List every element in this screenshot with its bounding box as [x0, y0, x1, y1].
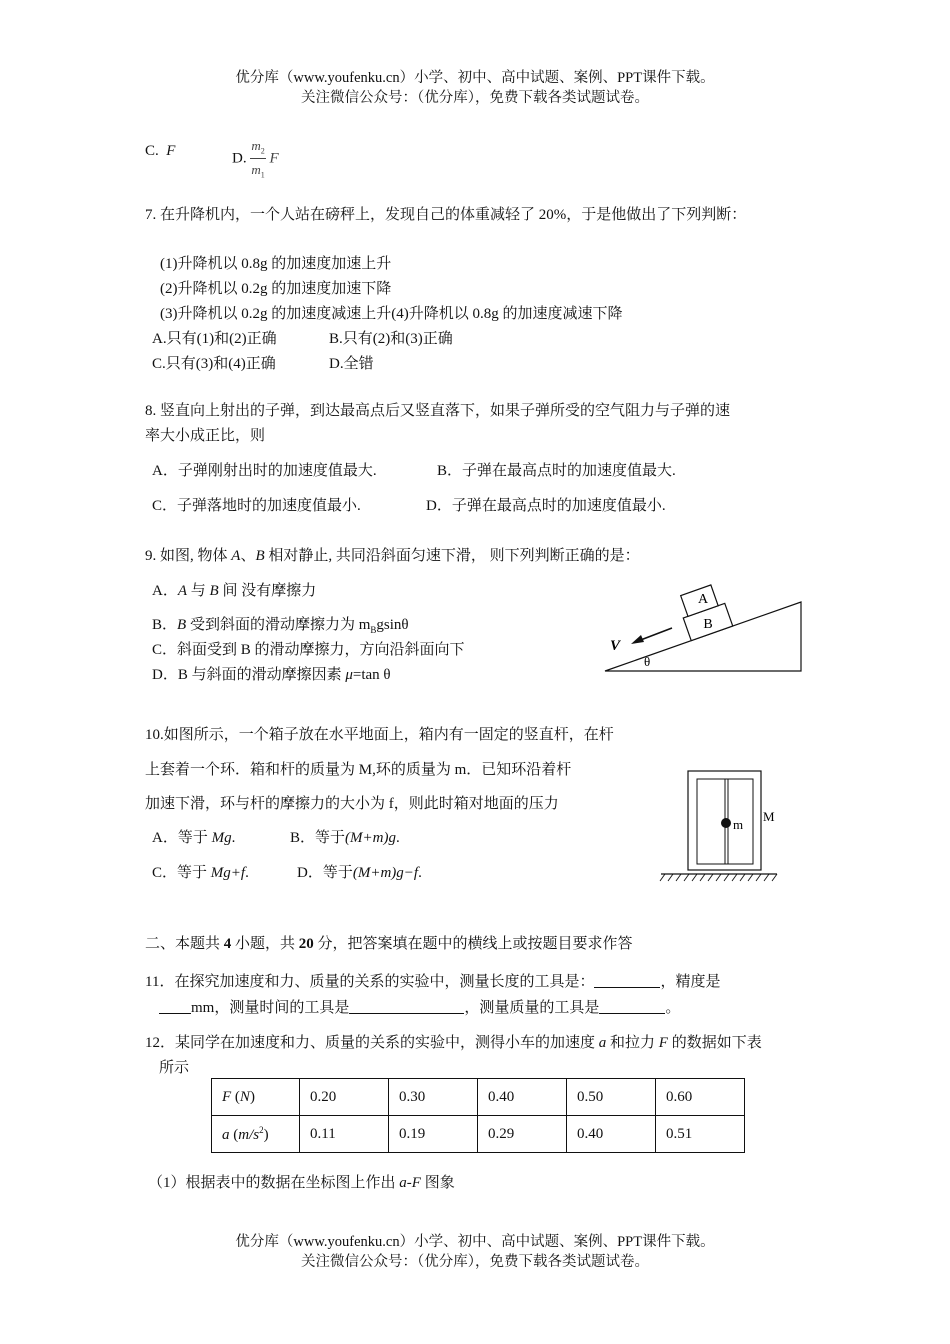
footer-line-1: 优分库（www.youfenku.cn）小学、初中、高中试题、案例、PPT课件下载。 [235, 1234, 715, 1250]
box-figure [655, 765, 785, 887]
ground-hatching [660, 874, 777, 881]
q12-stem-line-2: 所示 [159, 1060, 190, 1076]
q12-sub-question-1: （1）根据表中的数据在坐标图上作出 a-F 图象 [148, 1175, 455, 1191]
table-row-label-acceleration: a $(m/s^2)$ [212, 1116, 300, 1153]
block-b-label: B [703, 617, 713, 632]
q7-option-c: C.只有(3)和(4)正确 [152, 356, 276, 372]
q9-stem: 9. 如图, 物体 A、B 相对静止, 共同沿斜面匀速下滑， 则下列判断正确的是： [145, 548, 640, 564]
table-row-label-force: F (N) [212, 1079, 300, 1116]
q8-stem-line-2: 率大小成正比，则 [145, 428, 266, 444]
box-label: M [763, 809, 775, 824]
q9-option-b: B．B 受到斜面的滑动摩擦力为 $m_Bgsin\theta$ [152, 617, 409, 635]
q10-option-d: D．等于(M+m)g−f. [297, 865, 422, 881]
q6-fraction: $\frac{m_2}{m_1}$ [251, 138, 265, 180]
footer-line-2: 关注微信公众号：（优分库），免费下载各类试题试卷。 [301, 1254, 649, 1270]
q11-blank-length-tool[interactable] [594, 973, 660, 988]
incline-figure [600, 580, 810, 675]
q8-option-d: D．子弹在最高点时的加速度值最小. [426, 498, 666, 514]
table-cell: 0.11 [300, 1116, 389, 1153]
q12-data-table [211, 1078, 745, 1153]
table-cell: 0.60 [656, 1079, 745, 1116]
ring [721, 818, 731, 828]
table-cell: 0.51 [656, 1116, 745, 1153]
q7-option-d: D.全错 [329, 356, 374, 372]
header-line-2: 关注微信公众号：（优分库），免费下载各类试题试卷。 [301, 90, 649, 106]
velocity-arrowhead [631, 635, 644, 644]
q11-line-2: mm，测量时间的工具是 ，测量质量的工具是 。 [159, 996, 680, 1017]
q9-option-c: C．斜面受到 B 的滑动摩擦力，方向沿斜面向下 [152, 642, 465, 658]
block-a-label: A [697, 592, 709, 607]
table-cell: 0.19 [389, 1116, 478, 1153]
q11-blank-time-tool[interactable] [349, 999, 464, 1014]
q9-option-a: A．A 与 B 间 没有摩擦力 [152, 583, 317, 599]
table-row-force [212, 1079, 745, 1116]
q11-line-1: 11．在探究加速度和力、质量的关系的实验中，测量长度的工具是： ，精度是 [145, 974, 721, 990]
table-cell: 0.40 [478, 1079, 567, 1116]
q7-item-1: (1)升降机以 0.8g 的加速度加速上升 [160, 256, 392, 272]
ring-label: m [733, 817, 744, 832]
q10-stem-line-3: 加速下滑，环与杆的摩擦力的大小为 f，则此时箱对地面的压力 [145, 796, 559, 812]
velocity-label: V [610, 638, 621, 654]
q6-option-d: D. $\frac{m_2}{m_1}$ F [232, 138, 279, 180]
section-2-heading: 二、本题共 4 小题，共 20 分，把答案填在题中的横线上或按题目要求作答 [145, 936, 633, 952]
table-cell: 0.20 [300, 1079, 389, 1116]
q9-option-d: D．B 与斜面的滑动摩擦因素 μ=tan θ [152, 667, 391, 683]
q10-option-c: C．等于 Mg+f. [152, 865, 249, 881]
q12-stem-line-1: 12．某同学在加速度和力、质量的关系的实验中，测得小车的加速度 a 和拉力 F 的数据如下表 [145, 1035, 762, 1051]
q10-stem-line-1: 10.如图所示，一个箱子放在水平地面上，箱内有一固定的竖直杆，在杆 [145, 727, 614, 743]
q8-option-b: B．子弹在最高点时的加速度值最大. [437, 463, 676, 479]
q8-stem-line-1: 8. 竖直向上射出的子弹，到达最高点后又竖直落下，如果子弹所受的空气阻力与子弹的速 [145, 403, 731, 419]
header-line-1: 优分库（www.youfenku.cn）小学、初中、高中试题、案例、PPT课件下载。 [235, 70, 715, 86]
q10-option-b: B．等于(M+m)g. [290, 830, 400, 846]
q7-option-a: A.只有(1)和(2)正确 [152, 331, 277, 347]
q10-stem-line-2: 上套着一个环．箱和杆的质量为 M,环的质量为 m．已知环沿着杆 [145, 762, 572, 778]
q8-option-a: A．子弹刚射出时的加速度值最大. [152, 463, 377, 479]
q7-item-2: (2)升降机以 0.2g 的加速度加速下降 [160, 281, 392, 297]
table-cell: 0.29 [478, 1116, 567, 1153]
q11-blank-precision[interactable] [159, 999, 191, 1014]
q7-stem: 7. 在升降机内，一个人站在磅秤上，发现自己的体重减轻了 20%，于是他做出了下列判断： [145, 207, 747, 223]
velocity-arrow [638, 628, 672, 641]
q11-blank-mass-tool[interactable] [599, 999, 665, 1014]
table-cell: 0.30 [389, 1079, 478, 1116]
q7-option-b: B.只有(2)和(3)正确 [329, 331, 453, 347]
angle-label: θ [644, 654, 651, 669]
table-cell: 0.50 [567, 1079, 656, 1116]
q8-option-c: C．子弹落地时的加速度值最小. [152, 498, 361, 514]
q10-option-a: A．等于 Mg. [152, 830, 236, 846]
q6-option-c: C. F [145, 143, 176, 159]
q7-item-3: (3)升降机以 0.2g 的加速度减速上升(4)升降机以 0.8g 的加速度减速下降 [160, 306, 623, 322]
table-row-acceleration [212, 1116, 745, 1153]
table-cell: 0.40 [567, 1116, 656, 1153]
